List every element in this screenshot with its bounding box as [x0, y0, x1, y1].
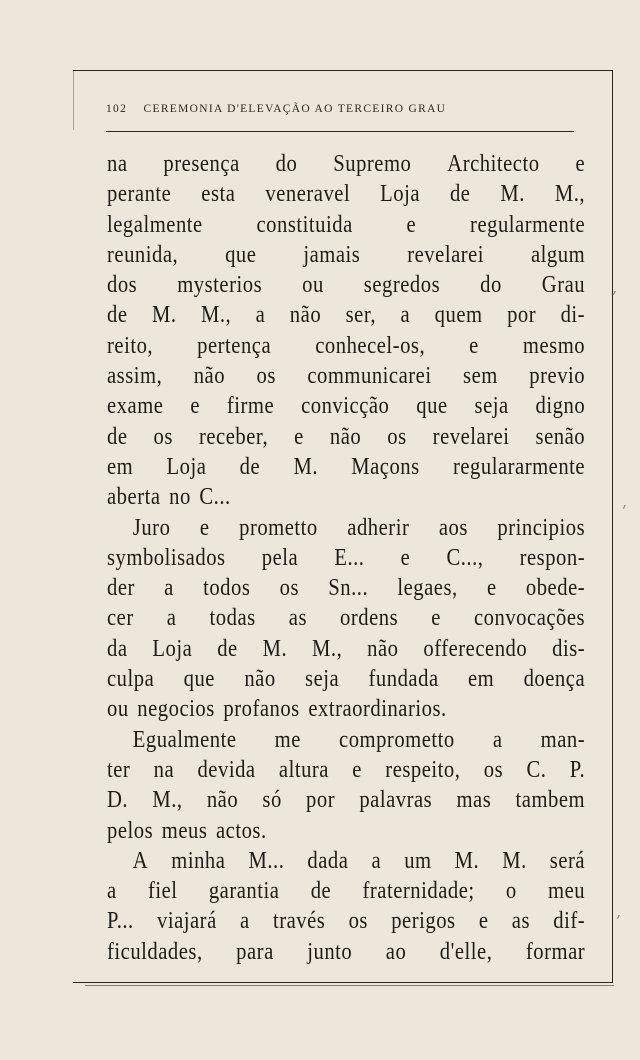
word: symbolisados — [107, 544, 226, 571]
word: junto — [307, 938, 353, 965]
word: M. — [500, 181, 525, 208]
word: regulararmente — [452, 453, 586, 480]
page-number: 102 — [106, 103, 128, 115]
word: mas — [456, 787, 492, 814]
word: fundada — [368, 666, 439, 693]
word: a — [255, 302, 266, 329]
word: aberta — [107, 484, 161, 511]
word: respeito, — [385, 756, 461, 783]
text-line — [107, 361, 585, 391]
word: pela — [261, 544, 299, 571]
word: os — [279, 575, 300, 602]
word: ao — [385, 938, 407, 965]
word: man- — [540, 726, 586, 753]
text-line — [107, 331, 585, 361]
word: seja — [305, 666, 340, 693]
text-line — [107, 664, 585, 694]
word: a — [166, 605, 177, 632]
text-line — [107, 755, 585, 785]
word: ou — [107, 696, 129, 723]
word: o — [505, 878, 517, 905]
word: não — [193, 363, 226, 390]
word: dis- — [552, 635, 586, 662]
word: todas — [209, 605, 256, 632]
word: de — [107, 302, 128, 329]
word: Egualmente — [132, 726, 237, 753]
word: comprometto — [339, 726, 455, 753]
word: respon- — [519, 544, 586, 571]
word: não — [206, 787, 239, 814]
word: a — [400, 302, 411, 329]
word: a — [492, 726, 503, 753]
word: Architecto — [447, 151, 540, 177]
word: mesmo — [522, 332, 586, 359]
word: altura — [278, 756, 329, 783]
word: não — [329, 423, 362, 450]
word: e — [294, 423, 304, 450]
text-line — [107, 937, 585, 967]
word: Juro — [132, 514, 171, 541]
word: Loja — [380, 181, 421, 208]
word: formar — [525, 938, 586, 965]
word: segredos — [363, 272, 441, 299]
word: do — [275, 151, 298, 177]
text-line — [107, 876, 585, 906]
word: só — [262, 787, 282, 814]
text-line — [107, 543, 585, 573]
word: M. — [293, 453, 318, 480]
word: conhecel-os, — [315, 332, 426, 359]
word: d'elle, — [439, 938, 493, 965]
running-title: CEREMONIA D'ELEVAÇÃO AO TERCEIRO GRAU — [143, 103, 447, 115]
word: Grau — [541, 272, 586, 299]
text-line — [107, 210, 585, 240]
word: M. — [454, 847, 480, 874]
word: a — [107, 878, 117, 905]
word: D. — [107, 787, 129, 814]
word: e — [190, 393, 201, 420]
word: que — [416, 393, 448, 420]
word: M... — [248, 847, 285, 874]
word: convicção — [301, 393, 390, 420]
header-rule — [106, 131, 574, 132]
body-text — [107, 149, 585, 967]
word: pertença — [197, 332, 272, 359]
footer-rule — [85, 985, 614, 986]
word: obede- — [525, 575, 586, 602]
word: e — [575, 151, 586, 177]
word: do — [480, 272, 502, 299]
word: não — [367, 635, 399, 662]
word: e — [406, 211, 417, 238]
word: reunida, — [107, 241, 179, 268]
word: sem — [463, 363, 498, 390]
word: Maçons — [351, 453, 420, 480]
word: M. — [151, 302, 177, 329]
word: dada — [307, 847, 349, 874]
word: principios — [497, 514, 586, 541]
word: que — [183, 666, 215, 693]
word: minha — [171, 847, 226, 874]
word: de — [107, 423, 128, 450]
text-line — [107, 785, 585, 815]
word: exame — [107, 393, 164, 420]
word: C... — [199, 484, 231, 511]
word: través — [272, 908, 326, 935]
word: Supremo — [333, 151, 412, 177]
text-line — [107, 391, 585, 421]
word: será — [549, 847, 586, 874]
word: pelos — [107, 817, 154, 844]
word: as — [288, 605, 308, 632]
word: devida — [197, 756, 256, 783]
word: os — [153, 423, 173, 450]
word: esta — [201, 181, 236, 208]
word: veneravel — [265, 181, 351, 208]
text-line — [107, 816, 585, 846]
word: legalmente — [107, 211, 203, 238]
word: M. — [502, 847, 527, 874]
word: prometto — [239, 514, 318, 541]
word: jamais — [303, 241, 361, 268]
word: de — [239, 453, 261, 480]
word: os — [348, 908, 368, 935]
word: assim, — [107, 363, 163, 390]
word: previo — [529, 363, 586, 390]
word: E... — [334, 544, 365, 571]
word: me — [274, 726, 301, 753]
word: actos. — [215, 817, 267, 844]
word: a — [371, 847, 382, 874]
word: e — [352, 756, 362, 783]
word: ordens — [340, 605, 399, 632]
word: não — [244, 666, 276, 693]
word: não — [289, 302, 322, 329]
word: os — [483, 756, 504, 783]
word: no — [169, 484, 191, 511]
word: ou — [302, 272, 324, 299]
word: por — [306, 787, 336, 814]
word: Loja — [152, 635, 193, 662]
word: senão — [535, 423, 586, 450]
word: para — [236, 938, 274, 965]
word: firme — [226, 393, 275, 420]
word: perante — [107, 181, 172, 208]
word: profanos — [223, 696, 300, 723]
word: em — [467, 666, 495, 693]
word: em — [107, 453, 134, 480]
word: reito, — [107, 332, 154, 359]
word: C..., — [446, 544, 484, 571]
text-line — [107, 422, 585, 452]
text-line — [107, 603, 585, 633]
word: a — [164, 575, 174, 602]
word: e — [431, 605, 441, 632]
word: perigos — [391, 908, 456, 935]
text-line — [107, 846, 585, 876]
text-line — [107, 179, 585, 209]
word: a — [240, 908, 250, 935]
word: de — [217, 635, 238, 662]
word: extraordinarios. — [308, 696, 447, 723]
word: culpa — [107, 666, 155, 693]
word: e — [199, 514, 210, 541]
text-line — [107, 482, 585, 512]
word: M. — [262, 635, 288, 662]
word: os — [387, 423, 407, 450]
word: na — [153, 756, 175, 783]
word: P... — [107, 908, 134, 935]
text-line — [107, 634, 585, 664]
word: viajará — [156, 908, 217, 935]
word: mysterios — [177, 272, 263, 299]
text-line — [107, 513, 585, 543]
word: negocios — [137, 696, 215, 723]
word: de — [449, 181, 471, 208]
page-edge-mark: ‚ — [612, 278, 618, 297]
word: e — [400, 544, 411, 571]
word: seja — [474, 393, 509, 420]
word: fraternidade; — [362, 878, 475, 905]
running-head — [106, 103, 546, 121]
word: communicarei — [307, 363, 432, 390]
word: fiel — [147, 878, 178, 905]
word: tambem — [515, 787, 586, 814]
word: e — [486, 575, 497, 602]
word: di- — [560, 302, 586, 329]
word: ser, — [345, 302, 377, 329]
word: Loja — [166, 453, 207, 480]
text-line — [107, 270, 585, 300]
word: convocações — [473, 605, 586, 632]
word: offerecendo — [423, 635, 528, 662]
word: M., — [200, 302, 232, 329]
word: meu — [548, 878, 586, 905]
word: de — [310, 878, 332, 905]
word: garantia — [208, 878, 280, 905]
text-line — [107, 573, 585, 603]
page-edge-mark: ‚ — [616, 902, 622, 921]
word: M., — [152, 787, 183, 814]
word: revelarei — [432, 423, 510, 450]
word: as — [511, 908, 530, 935]
text-line — [107, 240, 585, 270]
word: os — [256, 363, 276, 390]
text-line — [107, 452, 585, 482]
word: um — [404, 847, 432, 874]
word: digno — [535, 393, 586, 420]
word: todos — [203, 575, 251, 602]
word: presença — [163, 151, 240, 177]
word: dif- — [553, 908, 586, 935]
word: regularmente — [470, 211, 586, 238]
word: meus — [161, 817, 208, 844]
word: que — [225, 241, 257, 268]
word: ter — [107, 756, 131, 783]
word: aos — [438, 514, 468, 541]
text-line — [107, 300, 585, 330]
word: doença — [523, 666, 586, 693]
word: e — [478, 908, 489, 935]
word: constituida — [256, 211, 353, 238]
word: na — [107, 151, 128, 177]
word: por — [507, 302, 537, 329]
text-line — [107, 906, 585, 936]
text-line — [107, 725, 585, 755]
word: da — [107, 635, 128, 662]
word: A — [132, 847, 149, 874]
word: C. — [526, 756, 547, 783]
word: adherir — [347, 514, 410, 541]
word: e — [469, 332, 479, 359]
word: legaes, — [397, 575, 458, 602]
word: der — [107, 575, 135, 602]
word: revelarei — [407, 241, 485, 268]
word: M., — [312, 635, 343, 662]
text-line — [107, 149, 585, 179]
word: P. — [569, 756, 586, 783]
word: cer — [107, 605, 134, 632]
word: quem — [434, 302, 483, 329]
word: palavras — [359, 787, 433, 814]
word: Sn... — [328, 575, 369, 602]
word: M., — [554, 181, 586, 208]
word: dos — [107, 272, 138, 299]
word: algum — [530, 241, 586, 268]
word: ficuldades, — [107, 938, 203, 965]
text-line — [107, 694, 585, 724]
page-edge-mark: , — [622, 492, 628, 511]
word: receber, — [198, 423, 269, 450]
